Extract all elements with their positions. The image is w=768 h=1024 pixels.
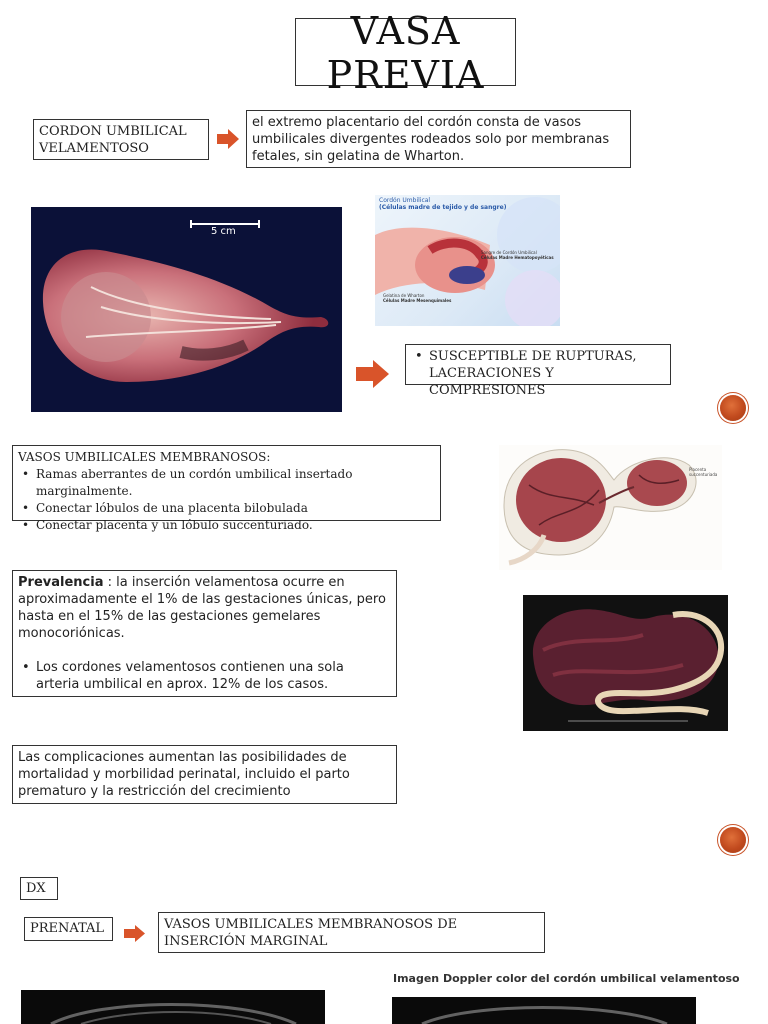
velamentous-placenta-photo xyxy=(31,207,342,412)
diagram-bottom-labels xyxy=(383,293,451,303)
prevalencia-text: : la inserción velamentosa ocurre en aproximadamente el 1% de las gestaciones únicas, pero hasta en el 15% de las gestaciones gemelares monocoriónicas. xyxy=(18,575,386,641)
prenatal-description-box xyxy=(158,912,545,953)
complicaciones-box xyxy=(12,745,397,804)
vasos-item: • Conectar placenta y un lóbulo succenturiado. xyxy=(18,517,435,534)
dx-box xyxy=(20,877,58,900)
diagram-label-mesenchymal: Células Madre Mesenquimales xyxy=(383,298,452,303)
diagram-label-blood: Sangre de Cordón Umbilical xyxy=(481,250,537,255)
prevalencia-box xyxy=(12,570,397,697)
prenatal-box xyxy=(24,917,113,941)
prenatal-label: PRENATAL xyxy=(30,921,105,936)
dx-label: DX xyxy=(26,881,46,896)
vasos-heading: VASOS UMBILICALES MEMBRANOSOS: xyxy=(18,450,271,464)
doppler-caption: Imagen Doppler color del cordón umbilical velamentoso xyxy=(393,972,740,985)
diagram-label-hematopoietic: Células Madre Hematopoyéticas xyxy=(481,255,554,260)
diagram-label-wharton: Gelatina de Wharton xyxy=(383,293,425,298)
scale-label: 5 cm xyxy=(211,226,236,237)
title-box xyxy=(295,9,516,97)
prevalencia-paragraph xyxy=(18,574,391,642)
complicaciones-text: Las complicaciones aumentan las posibilidades de mortalidad y morbilidad perinatal, incluido el parto prematuro y la restricción del crecimiento xyxy=(18,750,350,799)
arrow-right-icon xyxy=(124,925,145,942)
vasos-item: • Ramas aberrantes de un cordón umbilical insertado marginalmente. xyxy=(18,466,435,500)
umbilical-cord-diagram xyxy=(375,195,560,326)
placenta-cord-photo xyxy=(523,595,728,731)
decorative-dot-icon xyxy=(720,395,746,421)
cordon-description-box xyxy=(246,110,631,168)
arrow-right-icon xyxy=(356,360,389,388)
susceptible-box xyxy=(405,344,671,398)
decorative-dot-icon xyxy=(720,827,746,853)
diagram-subtitle: (Células madre de tejido y de sangre) xyxy=(379,204,507,211)
vasos-box xyxy=(12,445,441,532)
prenatal-description: VASOS UMBILICALES MEMBRANOSOS DE INSERCIÓN MARGINAL xyxy=(164,917,458,949)
diagram-title-block xyxy=(379,197,506,211)
diagram-title: Cordón Umbilical xyxy=(379,197,431,204)
cordon-label-box xyxy=(33,119,209,160)
susceptible-text: • SUSCEPTIBLE DE RUPTURAS, LACERACIONES Y COMPRESIONES xyxy=(411,348,665,399)
diagram-right-labels xyxy=(481,250,554,260)
diagram2-label: Placenta succenturiada xyxy=(689,467,718,477)
cordon-description: el extremo placentario del cordón consta de vasos umbilicales divergentes rodeados solo por membranas fetales, sin gelatina de Wharton. xyxy=(252,115,610,164)
vasos-item: • Conectar lóbulos de una placenta bilobulada xyxy=(18,500,435,517)
arrow-right-icon xyxy=(217,129,239,149)
title-line-2: PREVIA xyxy=(326,53,485,97)
title-line-1: VASA xyxy=(350,9,461,53)
prevalencia-bullet: • Los cordones velamentosos contienen una sola arteria umbilical en aprox. 12% de los casos. xyxy=(18,659,391,693)
page-title xyxy=(296,9,515,97)
ultrasound-image-right xyxy=(392,997,696,1024)
bilobed-placenta-diagram xyxy=(499,445,722,570)
cordon-label: CORDON UMBILICAL VELAMENTOSO xyxy=(39,124,187,156)
ultrasound-image-left xyxy=(21,990,325,1024)
prevalencia-label: Prevalencia xyxy=(18,575,104,590)
